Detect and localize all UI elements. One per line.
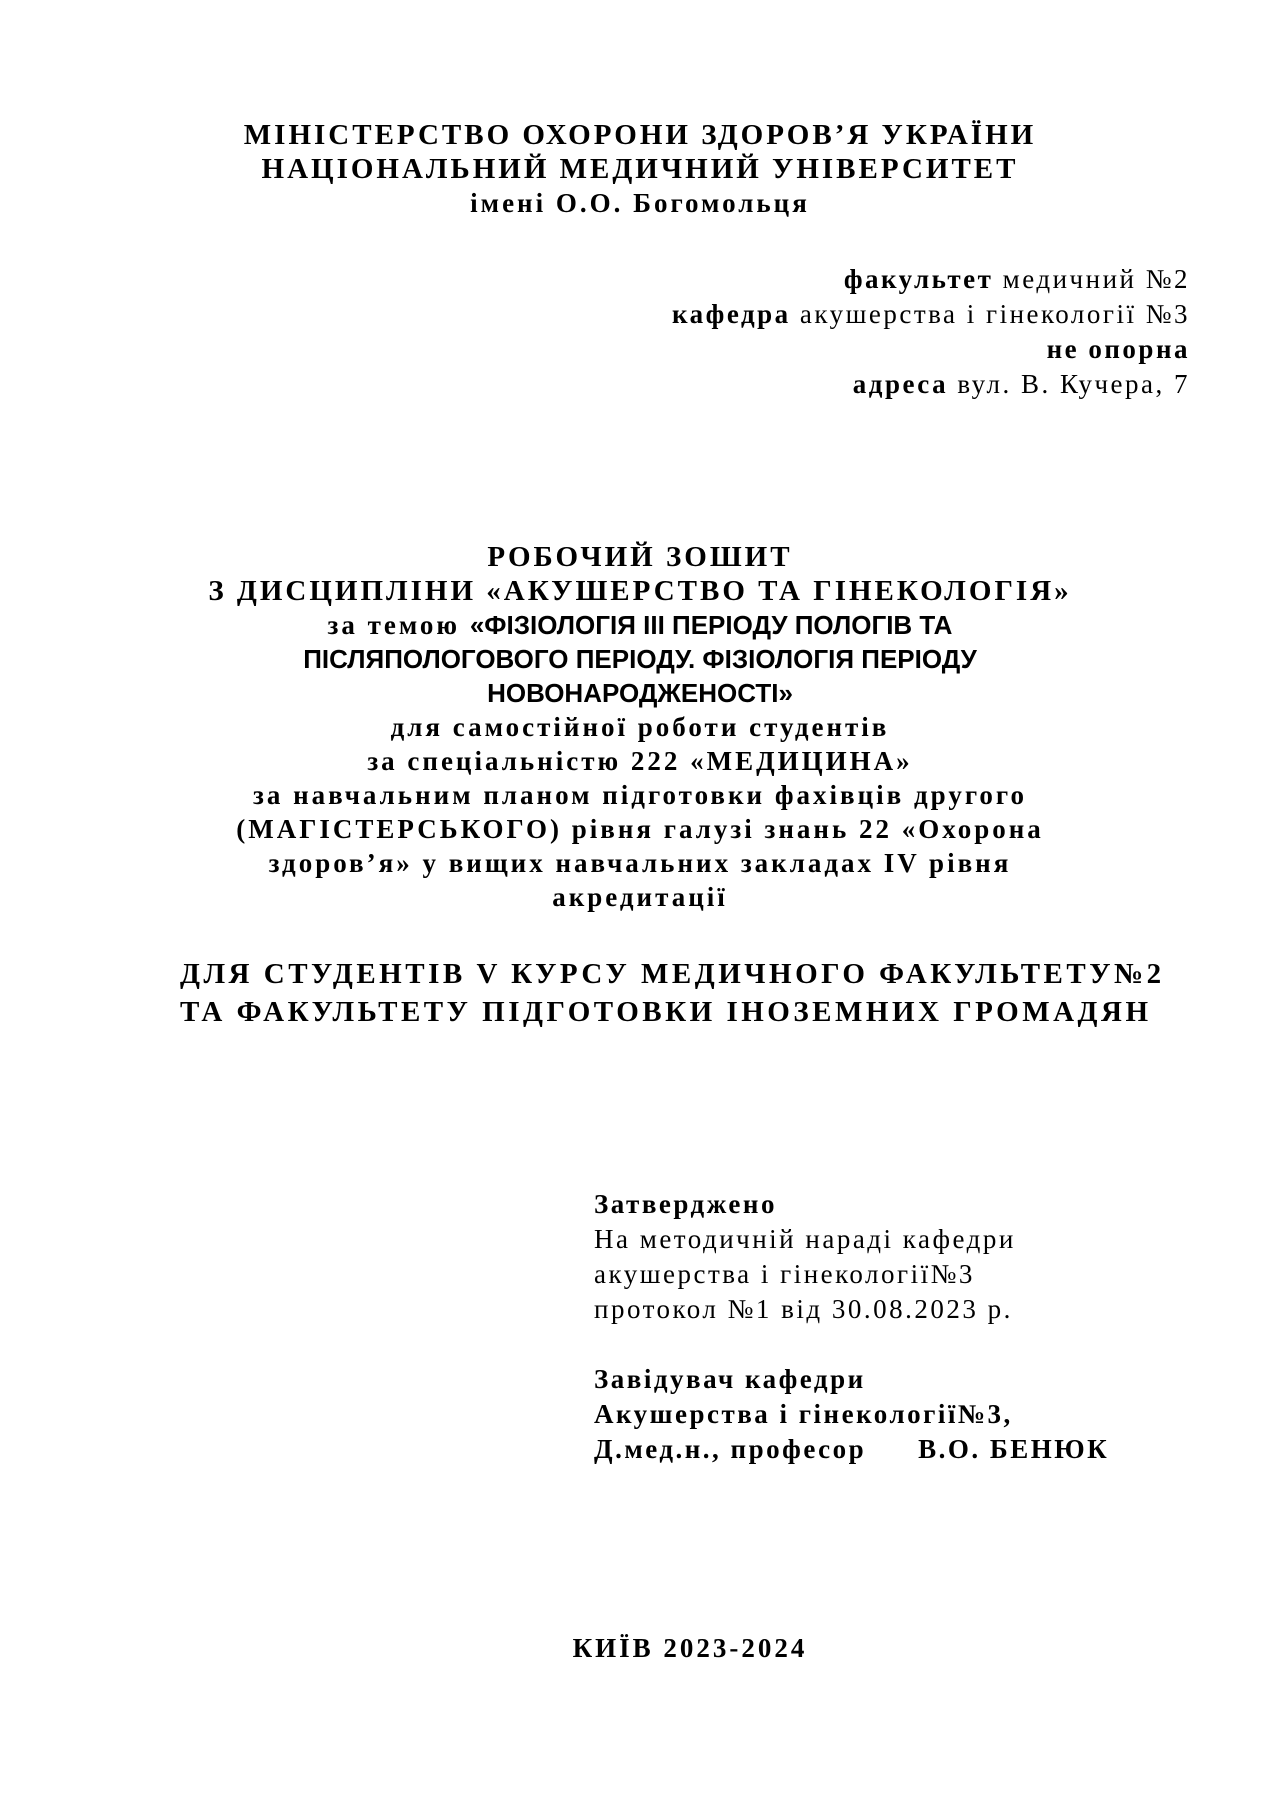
department-value: акушерства і гінекології №3 [790, 299, 1190, 329]
topic-text-3: НОВОНАРОДЖЕНОСТІ» [487, 678, 793, 708]
approval-heading: Затверджено [594, 1189, 777, 1219]
purpose-line: для самостійної роботи студентів [390, 712, 890, 742]
head-degree: Д.мед.н., професор [594, 1434, 867, 1464]
address-line [490, 367, 1190, 402]
head-of-department [594, 1362, 1214, 1467]
topic-prefix: за темою [327, 610, 470, 640]
faculty-info [490, 262, 1190, 402]
ministry-header [180, 118, 1100, 220]
approval-line-1: На методичній нараді кафедри [594, 1224, 1016, 1254]
approval-line-3: протокол №1 від 30.08.2023 р. [594, 1294, 1013, 1324]
topic-line-1 [140, 608, 1140, 642]
head-title: Завідувач кафедри [594, 1364, 866, 1394]
discipline-line: З ДИСЦИПЛІНИ «АКУШЕРСТВО ТА ГІНЕКОЛОГІЯ» [208, 575, 1072, 607]
city-year-footer [0, 1633, 1280, 1664]
students-line-1: ДЛЯ СТУДЕНТІВ V КУРСУ МЕДИЧНОГО ФАКУЛЬТЕТУ№2 [180, 958, 1165, 990]
plan-line-4: акредитації [552, 882, 728, 912]
address-value: вул. В. Кучера, 7 [948, 369, 1190, 399]
topic-text-1: «ФІЗІОЛОГІЯ ІІІ ПЕРІОДУ ПОЛОГІВ ТА [469, 610, 953, 640]
topic-text-2: ПІСЛЯПОЛОГОВОГО ПЕРІОДУ. ФІЗІОЛОГІЯ ПЕРІОДУ [303, 644, 977, 674]
students-audience [180, 955, 1200, 1031]
department-label: кафедра [671, 299, 791, 329]
address-label: адреса [852, 369, 949, 399]
plan-line-1: за навчальним планом підготовки фахівців другого [252, 780, 1028, 810]
faculty-value: медичний №2 [993, 264, 1190, 294]
specialty-line: за спеціальністю 222 «МЕДИЦИНА» [367, 746, 913, 776]
plan-line-2: (МАГІСТЕРСЬКОГО) рівня галузі знань 22 «Охорона [236, 814, 1044, 844]
approval-line-2: акушерства і гінекології№3 [594, 1259, 975, 1289]
head-signature-line [594, 1432, 1214, 1467]
department-status: не опорна [1046, 334, 1190, 364]
university-name: НАЦІОНАЛЬНИЙ МЕДИЧНИЙ УНІВЕРСИТЕТ [261, 153, 1019, 185]
university-named-after: імені О.О. Богомольця [470, 188, 810, 218]
faculty-line [490, 262, 1190, 297]
students-line-2: ТА ФАКУЛЬТЕТУ ПІДГОТОВКИ ІНОЗЕМНИХ ГРОМАДЯН [180, 996, 1152, 1028]
faculty-label: факультет [843, 264, 994, 294]
workbook-title [140, 540, 1140, 914]
approval-block [594, 1187, 1214, 1327]
city-year: КИЇВ 2023-2024 [572, 1633, 808, 1663]
workbook-heading: РОБОЧИЙ ЗОШИТ [487, 541, 793, 573]
head-name: В.О. БЕНЮК [918, 1434, 1110, 1464]
department-line [490, 297, 1190, 332]
plan-line-3: здоров’я» у вищих навчальних закладах ІV рівня [268, 848, 1012, 878]
ministry-name: МІНІСТЕРСТВО ОХОРОНИ ЗДОРОВ’Я УКРАЇНИ [243, 119, 1037, 151]
head-department: Акушерства і гінекології№3, [594, 1399, 1013, 1429]
